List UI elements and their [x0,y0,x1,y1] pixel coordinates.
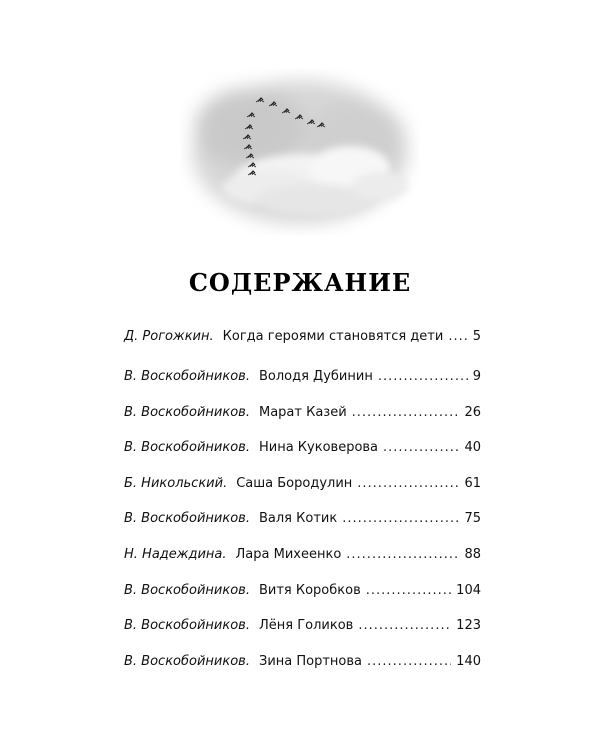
toc-author: В. Воскобойников. [124,369,250,384]
toc-story-title: Саша Бородулин [236,475,353,491]
toc-story-title: Володя Дубинин [258,369,373,384]
dot-leader [346,547,459,563]
toc-page-number: 26 [464,404,481,420]
toc-entry[interactable] [124,547,481,563]
toc-page-number: 9 [472,369,481,384]
toc-page-number: 88 [464,546,481,562]
toc-page-number: 40 [464,440,481,456]
dot-leader [342,511,459,527]
cranes-clouds-illustration [180,68,420,236]
toc-entry[interactable] [124,654,481,670]
page-title: СОДЕРЖАНИЕ [188,268,412,297]
toc-story-title: Лара Михеенко [235,546,342,562]
dot-leader [358,618,451,634]
toc-author: В. Воскобойников. [124,653,250,669]
toc-entry[interactable] [124,440,481,456]
toc-page-number: 140 [456,653,481,669]
toc-page-number: 104 [456,582,481,598]
table-of-contents [124,329,481,689]
dot-leader [367,654,451,670]
toc-entry[interactable] [124,329,481,345]
toc-entry[interactable] [124,511,481,527]
toc-author: Б. Никольский. [124,475,228,491]
toc-story-title: Марат Казей [258,404,347,420]
toc-page-number: 75 [464,511,481,527]
dot-leader [352,405,460,421]
toc-story-title: Витя Коробков [258,582,361,598]
toc-author: В. Воскобойников. [124,404,250,420]
dot-leader [383,440,459,456]
toc-author: В. Воскобойников. [124,582,250,598]
dot-leader [357,476,459,492]
cranes-flying-over-clouds-icon [180,68,420,236]
toc-author: В. Воскобойников. [124,511,250,527]
toc-entry[interactable] [124,369,481,385]
toc-story-title: Когда героями становятся дети [222,329,444,344]
toc-story-title: Валя Котик [258,511,338,527]
dot-leader [448,329,467,345]
toc-story-title: Лёня Голиков [258,618,354,634]
toc-story-title: Нина Куковерова [258,440,379,456]
toc-entry[interactable] [124,618,481,634]
toc-entry[interactable] [124,405,481,421]
dot-leader [378,369,468,385]
toc-author: В. Воскобойников. [124,618,250,634]
toc-entry[interactable] [124,476,481,492]
toc-author: В. Воскобойников. [124,440,250,456]
toc-page-number: 123 [456,618,481,634]
toc-story-title: Зина Портнова [258,653,363,669]
toc-author: Н. Надеждина. [124,546,227,562]
toc-page-number: 61 [464,475,481,491]
toc-entry[interactable] [124,583,481,599]
toc-page-number: 5 [472,329,481,344]
dot-leader [366,583,451,599]
toc-author: Д. Рогожкин. [124,329,214,344]
